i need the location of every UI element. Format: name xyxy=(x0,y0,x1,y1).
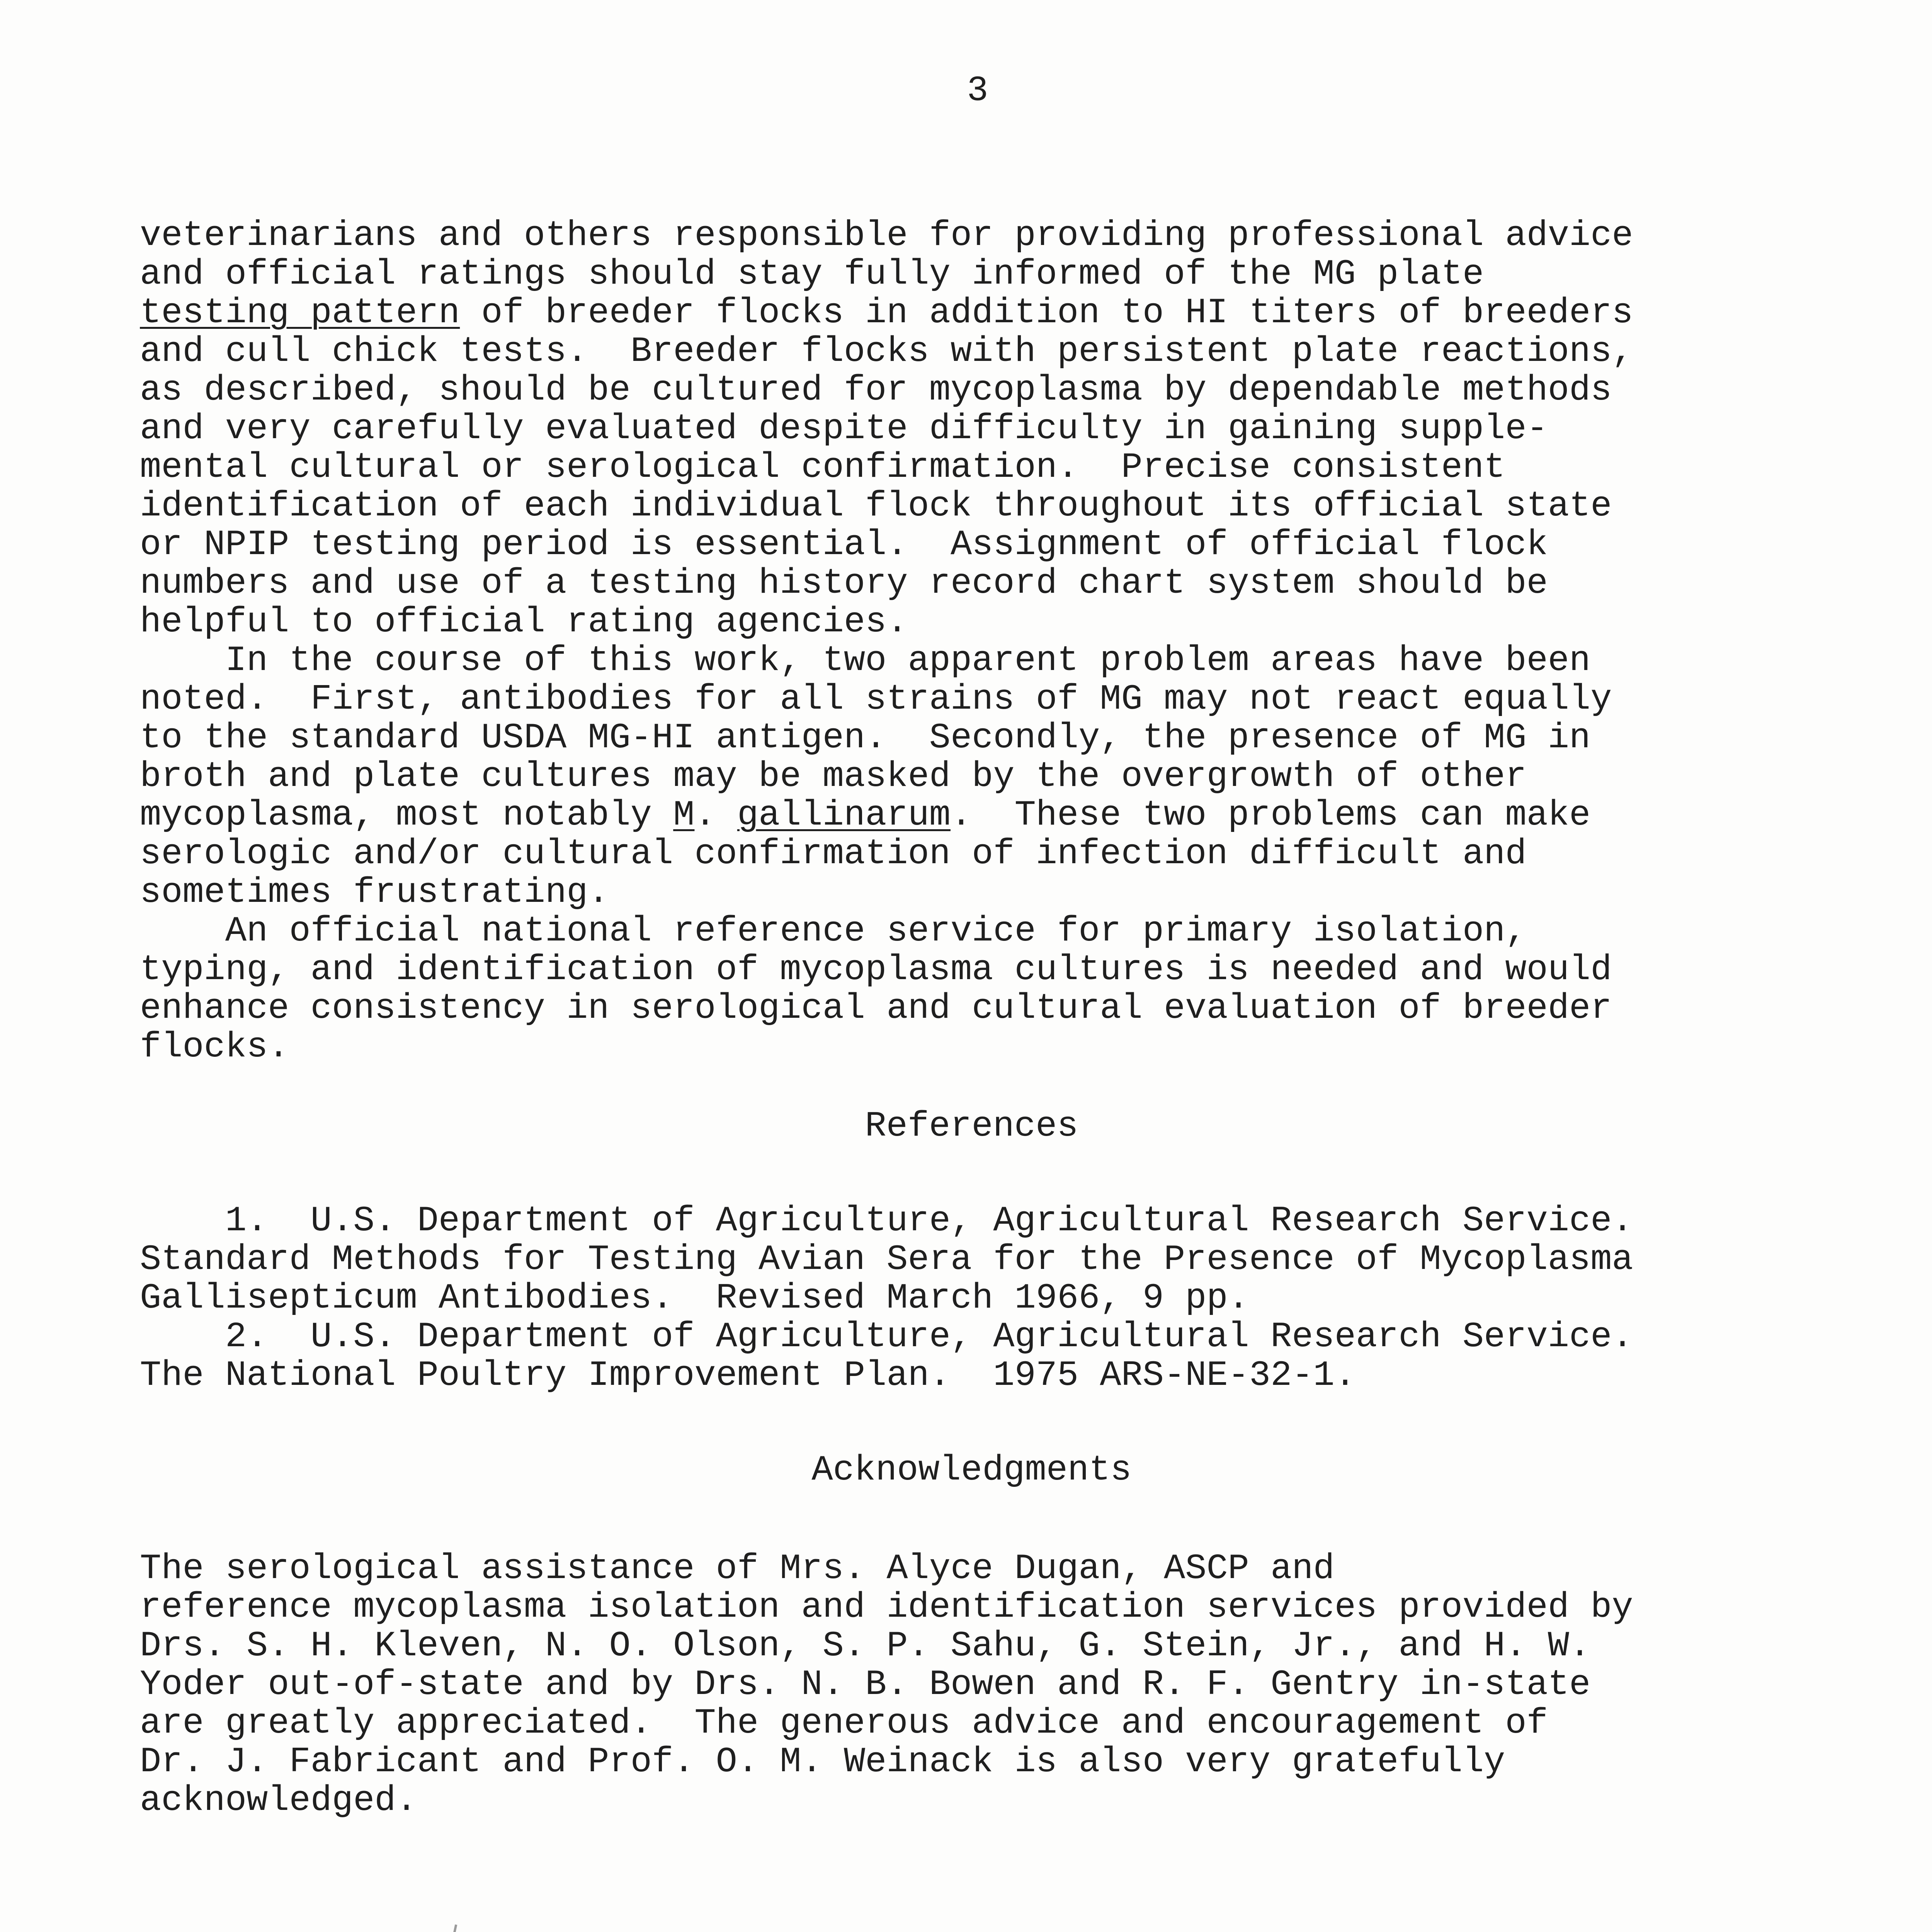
text-line: identification of each individual flock throughout its official state xyxy=(140,486,1612,526)
body-text xyxy=(140,216,1840,1066)
text-span: of breeder flocks in addition to HI titers of breeders xyxy=(460,293,1633,333)
text-line: and cull chick tests. Breeder flocks with persistent plate reactions, xyxy=(140,331,1633,372)
text-line: acknowledged. xyxy=(140,1780,417,1821)
text-line: Standard Methods for Testing Avian Sera for the Presence of Mycoplasma xyxy=(140,1239,1633,1280)
reference-item xyxy=(140,1318,1840,1395)
text-line: The National Poultry Improvement Plan. 1975 ARS-NE-32-1. xyxy=(140,1355,1356,1396)
text-span: . xyxy=(694,795,737,835)
stray-mark xyxy=(448,1924,457,1932)
text-line: 2. U.S. Department of Agriculture, Agricultural Research Service. xyxy=(140,1316,1633,1357)
text-line: helpful to official rating agencies. xyxy=(140,602,908,642)
text-line: to the standard USDA MG-HI antigen. Secondly, the presence of MG in xyxy=(140,718,1591,758)
underlined-text: gallinarum xyxy=(737,795,951,835)
text-line: veterinarians and others responsible for providing professional advice xyxy=(140,215,1633,256)
text-line: Dr. J. Fabricant and Prof. O. M. Weinack is also very gratefully xyxy=(140,1742,1505,1782)
acknowledgments-text xyxy=(140,1549,1840,1820)
paragraph-1 xyxy=(140,216,1840,641)
text-line: reference mycoplasma isolation and identification services provided by xyxy=(140,1587,1633,1628)
text-line: Yoder out-of-state and by Drs. N. B. Bowen and R. F. Gentry in-state xyxy=(140,1664,1591,1705)
text-span: mycoplasma, most notably xyxy=(140,795,673,835)
paragraph-3 xyxy=(140,912,1840,1066)
reference-item xyxy=(140,1202,1840,1318)
paragraph-2 xyxy=(140,641,1840,912)
text-line: numbers and use of a testing history record chart system should be xyxy=(140,563,1548,604)
text-line: The serological assistance of Mrs. Alyce Dugan, ASCP and xyxy=(140,1548,1335,1589)
text-line: Drs. S. H. Kleven, N. O. Olson, S. P. Sahu, G. Stein, Jr., and H. W. xyxy=(140,1626,1591,1666)
text-line: as described, should be cultured for mycoplasma by dependable methods xyxy=(140,370,1612,410)
underlined-text: M xyxy=(673,795,695,835)
text-line: are greatly appreciated. The generous advice and encouragement of xyxy=(140,1703,1548,1743)
text-span: . These two problems can make xyxy=(950,795,1591,835)
text-line: sometimes frustrating. xyxy=(140,872,609,913)
text-line: noted. First, antibodies for all strains of MG may not react equally xyxy=(140,679,1612,719)
text-line: serologic and/or cultural confirmation of infection difficult and xyxy=(140,833,1527,874)
text-line: mental cultural or serological confirmation. Precise consistent xyxy=(140,447,1505,488)
text-line: or NPIP testing period is essential. Assignment of official flock xyxy=(140,524,1548,565)
text-line: An official national reference service for primary isolation, xyxy=(140,911,1527,951)
underlined-text: testing pattern xyxy=(140,293,460,333)
text-line: 1. U.S. Department of Agriculture, Agricultural Research Service. xyxy=(140,1201,1633,1241)
page-number: 3 xyxy=(967,70,988,111)
references-heading: References xyxy=(865,1106,1078,1146)
text-line xyxy=(140,294,1840,332)
text-line: Gallisepticum Antibodies. Revised March 1966, 9 pp. xyxy=(140,1278,1249,1318)
text-line: flocks. xyxy=(140,1027,289,1067)
text-line: enhance consistency in serological and cultural evaluation of breeder xyxy=(140,988,1612,1029)
text-line: In the course of this work, two apparent problem areas have been xyxy=(140,640,1591,681)
text-line: typing, and identification of mycoplasma cultures is needed and would xyxy=(140,949,1612,990)
text-line: and official ratings should stay fully informed of the MG plate xyxy=(140,254,1484,294)
text-line xyxy=(140,796,1840,835)
acknowledgments-paragraph xyxy=(140,1549,1840,1820)
text-line: and very carefully evaluated despite difficulty in gaining supple- xyxy=(140,408,1548,449)
acknowledgments-heading: Acknowledgments xyxy=(811,1450,1132,1490)
text-line: broth and plate cultures may be masked by the overgrowth of other xyxy=(140,756,1527,797)
references-list xyxy=(140,1202,1840,1395)
